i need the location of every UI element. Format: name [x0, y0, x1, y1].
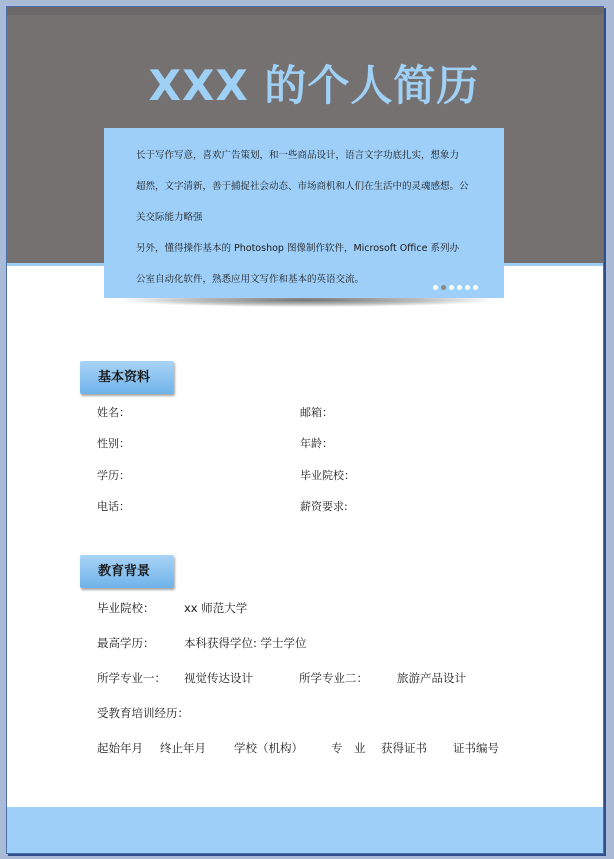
- carousel-dot: [441, 285, 446, 290]
- field-name: 姓名：: [97, 406, 130, 419]
- table-header-certificate: 获得证书: [381, 741, 427, 755]
- intro-line: 公室自动化软件，熟悉应用文写作和基本的英语交流。: [136, 274, 365, 285]
- field-salary: 薪资要求:: [300, 500, 348, 513]
- intro-line: 超然，文字清新，善于捕捉社会动态、市场商机和人们在生活中的灵魂感想。公: [136, 181, 469, 192]
- table-header-start: 起始年月: [97, 741, 143, 755]
- carousel-dot: [457, 285, 462, 290]
- edu-degree-label: 最高学历：: [97, 636, 155, 650]
- resume-page: [6, 6, 604, 854]
- section-heading-education: 教育背景: [80, 555, 174, 588]
- table-header-major: 专 业: [331, 741, 366, 755]
- edu-school-value: xx 师范大学: [184, 601, 248, 615]
- table-header-end: 终止年月: [160, 741, 206, 755]
- carousel-dots: [433, 285, 478, 290]
- field-phone: 电话：: [97, 500, 130, 513]
- intro-line: 另外，懂得操作基本的 Photoshop 图像制作软件，Microsoft Office 系列办: [136, 243, 459, 254]
- resume-title: XXX 的个人简历: [148, 61, 480, 110]
- section-heading-basic: 基本资料: [80, 361, 174, 394]
- carousel-dot: [465, 285, 470, 290]
- edu-major1-value: 视觉传达设计: [184, 671, 253, 685]
- field-age: 年龄：: [300, 437, 333, 450]
- intro-box: [104, 128, 504, 298]
- edu-school-label: 毕业院校：: [97, 601, 155, 615]
- edu-major1-label: 所学专业一：: [97, 671, 166, 685]
- table-header-cert-number: 证书编号: [453, 741, 499, 755]
- footer-band: [7, 807, 603, 853]
- carousel-dot: [473, 285, 478, 290]
- edu-major2-value: 旅游产品设计: [397, 671, 466, 685]
- field-gender: 性别：: [97, 437, 130, 450]
- field-email: 邮箱：: [300, 406, 333, 419]
- carousel-dot: [449, 285, 454, 290]
- field-education: 学历：: [97, 469, 130, 482]
- intro-line: 关交际能力略强: [136, 212, 203, 223]
- edu-training-label: 受教育培训经历：: [97, 706, 189, 720]
- intro-line: 长于写作写意，喜欢广告策划，和一些商品设计，语言文字功底扎实，想象力: [136, 150, 460, 161]
- table-header-school: 学校（机构）: [234, 741, 303, 755]
- field-school: 毕业院校：: [300, 469, 355, 482]
- carousel-dot: [433, 285, 438, 290]
- edu-degree-value: 本科获得学位: 学士学位: [184, 636, 307, 650]
- edu-major2-label: 所学专业二：: [299, 671, 368, 685]
